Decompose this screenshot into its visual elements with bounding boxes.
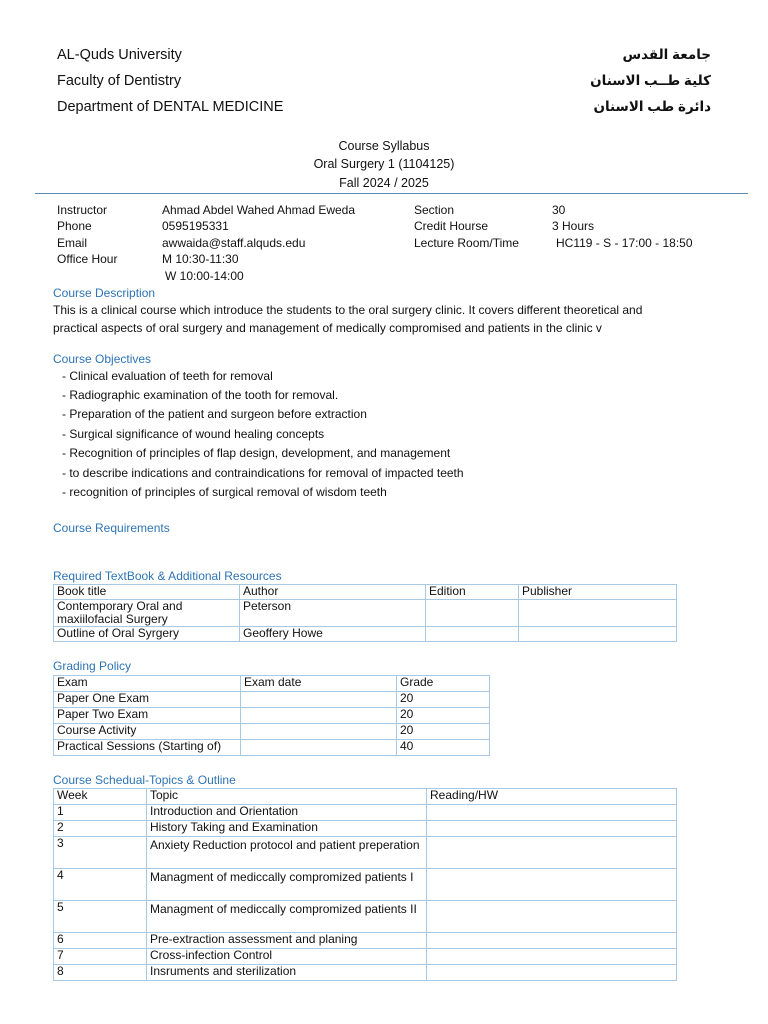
phone-value: 0595195331 (162, 219, 229, 233)
table-cell: Outline of Oral Syrgery (54, 627, 240, 642)
table-cell: Managment of mediccally compromized patients I (147, 869, 427, 901)
column-header: Reading/HW (427, 789, 677, 805)
university-name-ar: جامعة القدس (622, 47, 711, 62)
table-cell: 2 (54, 821, 147, 837)
table-cell: Contemporary Oral and maxiilofacial Surgery (54, 600, 240, 627)
column-header: Grade (397, 676, 490, 692)
table-row (54, 708, 490, 724)
syllabus-title: Course Syllabus (338, 139, 430, 153)
table-row (54, 805, 677, 821)
table-row (54, 821, 677, 837)
lecture-room-label: Lecture Room/Time (414, 236, 519, 250)
section-label: Section (414, 203, 455, 217)
column-header: Edition (426, 585, 519, 600)
schedule-table (53, 788, 677, 981)
table-cell: Peterson (240, 600, 426, 627)
textbooks-heading: Required TextBook & Additional Resources (53, 569, 282, 583)
table-cell: 6 (54, 933, 147, 949)
table-cell: Paper One Exam (54, 692, 241, 708)
table-cell: 5 (54, 901, 147, 933)
objective-item: - recognition of principles of surgical removal of wisdom teeth (62, 485, 387, 499)
table-cell (427, 965, 677, 981)
table-cell: History Taking and Examination (147, 821, 427, 837)
table-cell: 1 (54, 805, 147, 821)
table-cell: Pre-extraction assessment and planing (147, 933, 427, 949)
table-cell (426, 600, 519, 627)
table-cell (241, 724, 397, 740)
phone-label: Phone (57, 219, 92, 233)
table-cell (426, 627, 519, 642)
table-cell: 4 (54, 869, 147, 901)
table-cell (241, 692, 397, 708)
table-cell: 3 (54, 837, 147, 869)
credit-hours-label: Credit Hourse (414, 219, 489, 233)
table-row (54, 740, 490, 756)
table-cell: Insruments and sterilization (147, 965, 427, 981)
course-description-heading: Course Description (53, 286, 156, 300)
column-header: Exam date (241, 676, 397, 692)
table-cell: Cross-infection Control (147, 949, 427, 965)
objective-item: - Clinical evaluation of teeth for removal (62, 369, 273, 383)
table-row (54, 965, 677, 981)
objective-item: - Preparation of the patient and surgeon before extraction (62, 407, 367, 421)
table-cell (427, 821, 677, 837)
table-cell: Anxiety Reduction protocol and patient preperation (147, 837, 427, 869)
objective-item: - Radiographic examination of the tooth for removal. (62, 388, 339, 402)
email-label: Email (57, 236, 88, 250)
table-cell: Course Activity (54, 724, 241, 740)
table-cell: 20 (397, 692, 490, 708)
column-header: Publisher (519, 585, 677, 600)
instructor-label: Instructor (57, 203, 108, 217)
header-divider (35, 193, 748, 194)
table-header-row (54, 789, 677, 805)
schedule-heading: Course Schedual-Topics & Outline (53, 773, 236, 787)
course-requirements-heading: Course Requirements (53, 521, 170, 535)
credit-hours-value: 3 Hours (552, 219, 595, 233)
table-cell (427, 933, 677, 949)
table-row (54, 600, 677, 627)
table-cell: Managment of mediccally compromized patients II (147, 901, 427, 933)
table-cell (241, 708, 397, 724)
table-row (54, 627, 677, 642)
table-cell (519, 600, 677, 627)
table-cell: Introduction and Orientation (147, 805, 427, 821)
table-cell (427, 805, 677, 821)
office-hour-value-2: W 10:00-14:00 (165, 269, 244, 283)
lecture-room-value: HC119 - S - 17:00 - 18:50 (556, 236, 693, 250)
office-hour-value: M 10:30-11:30 (162, 252, 239, 266)
table-row (54, 837, 677, 869)
objective-item: - to describe indications and contraindications for removal of impacted teeth (62, 466, 464, 480)
semester: Fall 2024 / 2025 (339, 176, 429, 190)
column-header: Exam (54, 676, 241, 692)
course-objectives-heading: Course Objectives (53, 352, 152, 366)
grading-policy-heading: Grading Policy (53, 659, 132, 673)
table-row (54, 949, 677, 965)
objective-item: - Surgical significance of wound healing concepts (62, 427, 325, 441)
table-cell (427, 837, 677, 869)
department-name-en: Department of DENTAL MEDICINE (57, 99, 284, 115)
table-cell: 20 (397, 724, 490, 740)
table-cell (427, 901, 677, 933)
table-row (54, 901, 677, 933)
objective-item: - Recognition of principles of flap design, development, and management (62, 446, 451, 460)
email-value: awwaida@staff.alquds.edu (162, 236, 306, 250)
table-cell: Geoffery Howe (240, 627, 426, 642)
table-cell: 20 (397, 708, 490, 724)
column-header: Book title (54, 585, 240, 600)
faculty-name-ar: كلية طــب الاسنان (590, 73, 711, 88)
university-name-en: AL-Quds University (57, 47, 182, 63)
column-header: Author (240, 585, 426, 600)
table-cell (241, 740, 397, 756)
course-name: Oral Surgery 1 (1104125) (313, 157, 455, 171)
table-row (54, 933, 677, 949)
table-row (54, 724, 490, 740)
course-description-line-2: practical aspects of oral surgery and management of medically compromised and patients in the clinic v (53, 321, 602, 335)
table-cell (519, 627, 677, 642)
table-cell: 7 (54, 949, 147, 965)
grading-table (53, 675, 490, 756)
instructor-value: Ahmad Abdel Wahed Ahmad Eweda (162, 203, 356, 217)
table-cell: Practical Sessions (Starting of) (54, 740, 241, 756)
column-header: Week (54, 789, 147, 805)
table-header-row (54, 585, 677, 600)
textbooks-table (53, 584, 677, 642)
table-cell (427, 949, 677, 965)
table-cell: 8 (54, 965, 147, 981)
table-header-row (54, 676, 490, 692)
course-description-line-1: This is a clinical course which introduce the students to the oral surgery clinic. It covers different theoretical and (53, 303, 643, 317)
office-hour-label: Office Hour (57, 252, 118, 266)
table-cell (427, 869, 677, 901)
table-row (54, 692, 490, 708)
column-header: Topic (147, 789, 427, 805)
table-cell: 40 (397, 740, 490, 756)
table-row (54, 869, 677, 901)
table-cell: Paper Two Exam (54, 708, 241, 724)
faculty-name-en: Faculty of Dentistry (57, 73, 182, 89)
department-name-ar: دائرة طب الاسنان (593, 99, 711, 114)
section-value: 30 (552, 203, 566, 217)
